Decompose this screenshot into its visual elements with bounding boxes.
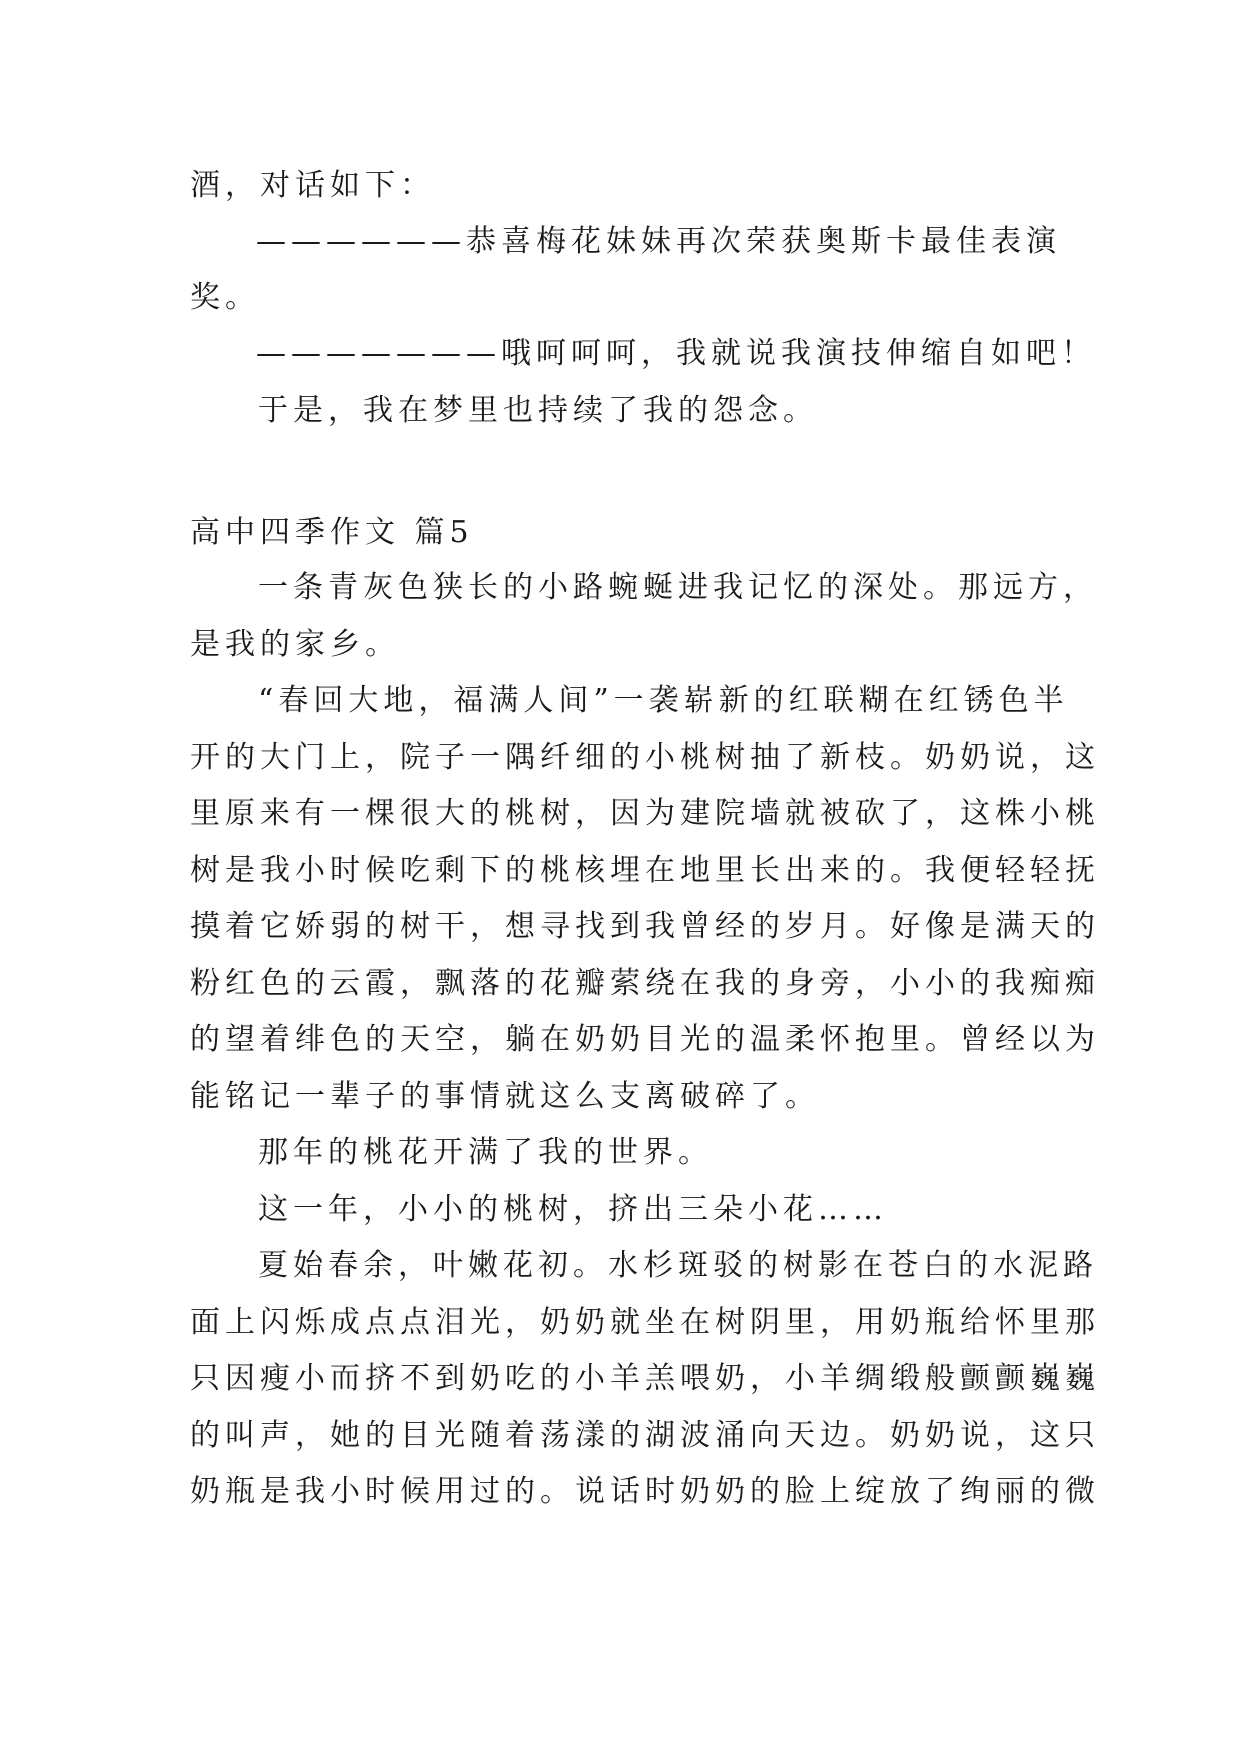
paragraph-line: “春回大地，福满人间”一袭崭新的红联糊在红锈色半 bbox=[258, 683, 1069, 718]
paragraph-line: 能铭记一辈子的事情就这么支离破碎了。 bbox=[190, 1079, 820, 1114]
paragraph-line: 一条青灰色狭长的小路蜿蜒进我记忆的深处。那远方， bbox=[258, 570, 1098, 605]
paragraph-line: 奶瓶是我小时候用过的。说话时奶奶的脸上绽放了绚丽的微 bbox=[190, 1474, 1100, 1509]
paragraph-line: 里原来有一棵很大的桃树，因为建院墙就被砍了，这株小桃 bbox=[190, 796, 1100, 831]
paragraph-line: 开的大门上，院子一隅纤细的小桃树抽了新枝。奶奶说，这 bbox=[190, 740, 1100, 775]
dialogue-line: ——————恭喜梅花妹妹再次荣获奥斯卡最佳表演 bbox=[256, 224, 1061, 259]
paragraph-line: 面上闪烁成点点泪光，奶奶就坐在树阴里，用奶瓶给怀里那 bbox=[190, 1305, 1100, 1340]
paragraph-line: 只因瘦小而挤不到奶吃的小羊羔喂奶，小羊绸缎般颤颤巍巍 bbox=[190, 1361, 1100, 1396]
paragraph-line: 摸着它娇弱的树干，想寻找到我曾经的岁月。好像是满天的 bbox=[190, 909, 1100, 944]
paragraph-line: 那年的桃花开满了我的世界。 bbox=[258, 1135, 713, 1170]
paragraph-line: 夏始春余，叶嫩花初。水杉斑驳的树影在苍白的水泥路 bbox=[258, 1248, 1098, 1283]
paragraph-line: 树是我小时候吃剩下的桃核埋在地里长出来的。我便轻轻抚 bbox=[190, 853, 1100, 888]
paragraph-line: 的望着绯色的天空，躺在奶奶目光的温柔怀抱里。曾经以为 bbox=[190, 1022, 1100, 1057]
paragraph-line: 的叫声，她的目光随着荡漾的湖波涌向天边。奶奶说，这只 bbox=[190, 1418, 1100, 1453]
paragraph-line: 粉红色的云霞，飘落的花瓣萦绕在我的身旁，小小的我痴痴 bbox=[190, 966, 1100, 1001]
section-heading: 高中四季作文 篇5 bbox=[190, 515, 474, 550]
paragraph-line: 这一年，小小的桃树，挤出三朵小花…… bbox=[258, 1192, 888, 1227]
paragraph-line: 奖。 bbox=[190, 280, 260, 315]
paragraph-line: 于是，我在梦里也持续了我的怨念。 bbox=[258, 393, 818, 428]
paragraph-line: 是我的家乡。 bbox=[190, 627, 400, 662]
paragraph-line: 酒，对话如下： bbox=[190, 168, 435, 203]
dialogue-line: ———————哦呵呵呵，我就说我演技伸缩自如吧！ bbox=[256, 336, 1096, 371]
